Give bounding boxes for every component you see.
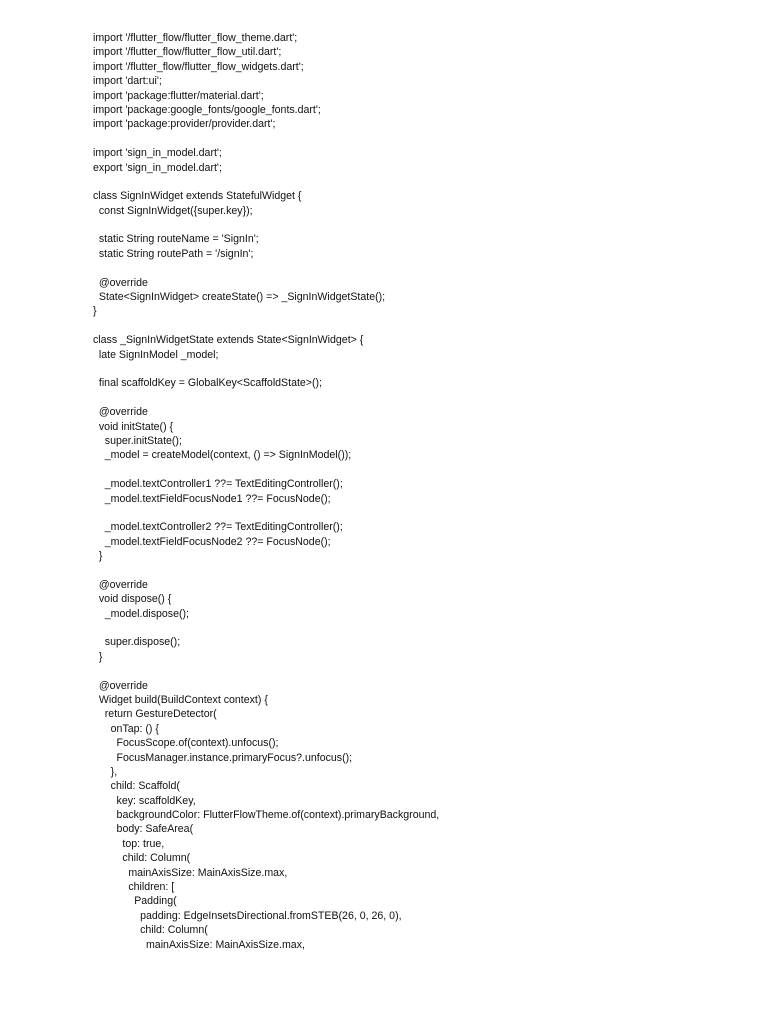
- code-line: import 'dart:ui';: [93, 75, 162, 88]
- code-line: import '/flutter_flow/flutter_flow_util.dart';: [93, 46, 282, 59]
- code-line: [93, 362, 753, 376]
- code-line: _model.textController2 ??= TextEditingController();: [93, 521, 343, 534]
- code-line: [93, 621, 753, 635]
- code-line: import 'package:flutter/material.dart';: [93, 89, 264, 102]
- code-line: class SignInWidget extends StatefulWidget {: [93, 190, 302, 203]
- code-line: [93, 391, 753, 405]
- code-line: super.dispose();: [93, 636, 181, 649]
- code-line: child: Scaffold(: [93, 780, 180, 793]
- code-line: child: Column(: [93, 852, 191, 865]
- code-line: [93, 463, 753, 477]
- code-line: padding: EdgeInsetsDirectional.fromSTEB(26, 0, 26, 0),: [93, 909, 402, 922]
- code-line: void dispose() {: [93, 593, 172, 606]
- code-line: import 'package:provider/provider.dart';: [93, 118, 276, 131]
- code-line: [93, 132, 753, 146]
- code-line: static String routePath = '/signIn';: [93, 247, 254, 260]
- code-line: super.initState();: [93, 434, 182, 447]
- code-line: @override: [93, 276, 148, 289]
- code-line: _model.dispose();: [93, 607, 189, 620]
- code-line: export 'sign_in_model.dart';: [93, 161, 222, 174]
- code-line: final scaffoldKey = GlobalKey<ScaffoldState>();: [93, 377, 322, 390]
- code-line: _model.textController1 ??= TextEditingController();: [93, 478, 343, 491]
- code-line: late SignInModel _model;: [93, 348, 219, 361]
- code-line: body: SafeArea(: [93, 823, 194, 836]
- code-line: FocusScope.of(context).unfocus();: [93, 737, 279, 750]
- code-line: import 'package:google_fonts/google_fonts.dart';: [93, 103, 321, 116]
- code-line: return GestureDetector(: [93, 708, 217, 721]
- code-line: mainAxisSize: MainAxisSize.max,: [93, 938, 305, 951]
- code-line: _model.textFieldFocusNode2 ??= FocusNode();: [93, 535, 331, 548]
- code-line: }: [93, 550, 103, 563]
- code-line: import 'sign_in_model.dart';: [93, 147, 222, 160]
- code-line: [93, 175, 753, 189]
- code-line: mainAxisSize: MainAxisSize.max,: [93, 866, 288, 879]
- code-line: }: [93, 650, 103, 663]
- code-line: [93, 218, 753, 232]
- code-line: @override: [93, 406, 148, 419]
- code-line: [93, 506, 753, 520]
- code-line: key: scaffoldKey,: [93, 794, 196, 807]
- code-line: @override: [93, 578, 148, 591]
- code-line: static String routeName = 'SignIn';: [93, 233, 259, 246]
- code-line: top: true,: [93, 837, 165, 850]
- code-line: Padding(: [93, 895, 177, 908]
- code-line: child: Column(: [93, 924, 208, 937]
- code-line: [93, 664, 753, 678]
- code-line: @override: [93, 679, 148, 692]
- code-line: import '/flutter_flow/flutter_flow_widgets.dart';: [93, 60, 304, 73]
- code-line: _model = createModel(context, () => SignInModel());: [93, 449, 352, 462]
- code-line: children: [: [93, 881, 175, 894]
- code-line: }: [93, 305, 97, 318]
- code-line: import '/flutter_flow/flutter_flow_theme.dart';: [93, 32, 298, 44]
- code-line: Widget build(BuildContext context) {: [93, 693, 268, 706]
- code-line: },: [93, 765, 118, 778]
- code-line: backgroundColor: FlutterFlowTheme.of(context).primaryBackground,: [93, 809, 440, 822]
- code-line: class _SignInWidgetState extends State<SignInWidget> {: [93, 334, 364, 347]
- code-listing: [93, 31, 753, 952]
- code-line: const SignInWidget({super.key});: [93, 204, 253, 217]
- code-line: [93, 261, 753, 275]
- code-line: _model.textFieldFocusNode1 ??= FocusNode();: [93, 492, 331, 505]
- code-line: onTap: () {: [93, 722, 159, 735]
- code-line: void initState() {: [93, 420, 174, 433]
- code-line: [93, 563, 753, 577]
- code-line: [93, 319, 753, 333]
- code-line: FocusManager.instance.primaryFocus?.unfocus();: [93, 751, 353, 764]
- code-line: State<SignInWidget> createState() => _SignInWidgetState();: [93, 291, 386, 304]
